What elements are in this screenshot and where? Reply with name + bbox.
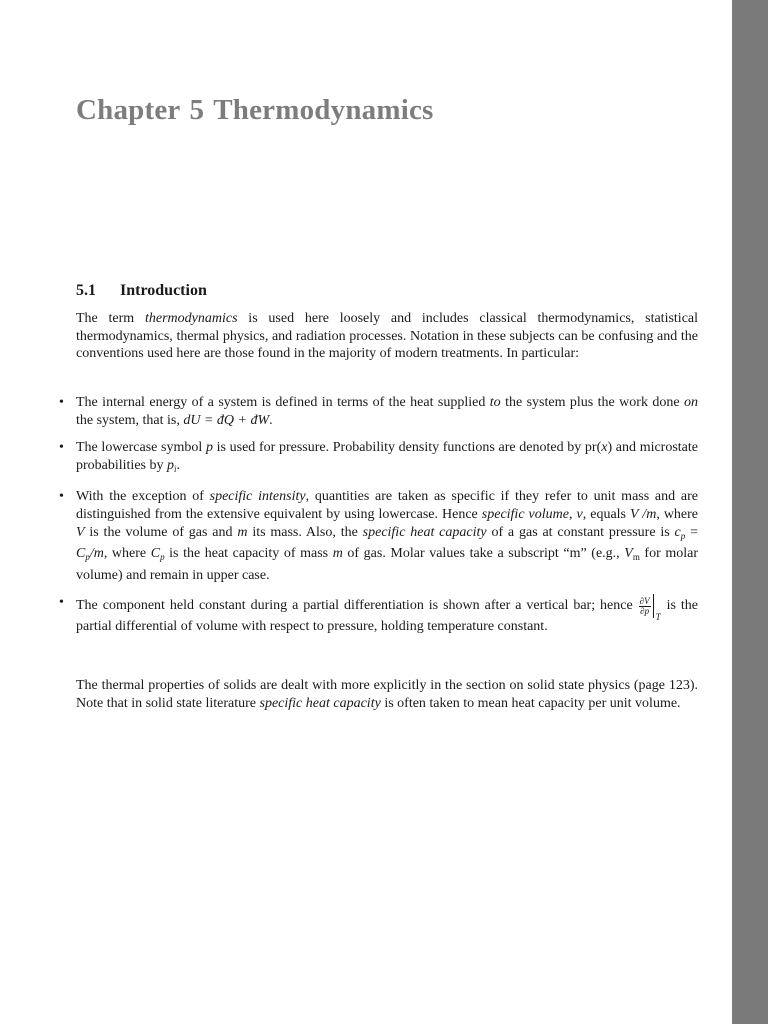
item-text: The lowercase symbol <box>76 440 206 456</box>
closing-paragraph <box>76 677 698 712</box>
math-subscript: p <box>680 530 686 541</box>
item-text: is used for pressure. Probability density functions are denoted by pr( <box>212 440 602 456</box>
evaluation-bar <box>653 594 662 623</box>
item-text: With the exception of <box>76 489 210 505</box>
closing-text: is often taken to mean heat capacity per unit volume. <box>380 695 681 711</box>
closing-emphasis: specific heat capacity <box>259 695 381 711</box>
internal-energy-equation: dU = đQ + đW <box>183 412 270 428</box>
math-symbol: x <box>601 440 608 456</box>
intro-paragraph <box>76 310 698 363</box>
math-symbol: /m <box>89 546 104 562</box>
math-subscript: m <box>632 552 640 563</box>
chapter-number: 5 <box>189 94 205 126</box>
math-symbol: c <box>674 524 681 540</box>
item-text: ) and microstate probabilities by <box>76 440 699 473</box>
section-number: 5.1 <box>76 282 96 299</box>
item-emphasis: specific heat capacity <box>362 524 487 540</box>
math-symbol: C <box>150 546 161 562</box>
chapter-label: Chapter <box>76 94 181 126</box>
item-text: , where <box>103 546 151 562</box>
item-text: is the heat capacity of mass <box>164 546 333 562</box>
math-symbol: v <box>576 506 583 522</box>
item-text: The internal energy of a system is defined in terms of the heat supplied <box>76 395 490 410</box>
math-symbol: V <box>624 546 633 562</box>
bullet-icon: • <box>59 440 64 456</box>
closing-text: The thermal properties of solids are dealt with more explicitly in the section on solid state physics (page 123). Note that in solid state literature <box>76 678 698 711</box>
list-item <box>59 488 699 584</box>
item-text: , quantities are taken as specific if they refer to unit mass and are distinguished from the extensive equivalent by using lowercase. Hence <box>76 489 698 522</box>
math-symbol: C <box>76 546 86 562</box>
math-subscript: i <box>174 463 177 474</box>
partial-derivative-fraction <box>639 597 651 616</box>
item-text: , equals <box>582 506 630 522</box>
item-text: the system plus the work done <box>500 395 684 410</box>
held-constant-subscript: T <box>655 612 661 623</box>
item-emphasis: to <box>489 395 501 410</box>
list-item <box>59 394 698 429</box>
list-item <box>59 439 699 478</box>
math-symbol: V /m <box>630 506 657 522</box>
item-text: the system, that is, <box>76 412 184 428</box>
item-text: of a gas at constant pressure is <box>486 524 675 540</box>
item-text: . <box>176 457 181 473</box>
fraction-numerator: ∂V <box>639 595 650 606</box>
math-subscript: p <box>85 552 90 563</box>
section-title: Introduction <box>120 282 207 299</box>
item-text: its mass. Also, the <box>247 524 363 540</box>
item-text: is the partial differential of volume with respect to pressure, holding temperature constant. <box>76 598 698 635</box>
intro-text: is used here loosely and includes classical thermodynamics, statistical thermodynamics, thermal physics, and radiation processes. Notation in these subjects can be confusing and the conventions used here are those found in the majority of modern treatments. In particular: <box>76 311 699 362</box>
math-symbol: m <box>332 546 343 562</box>
item-text: , <box>568 506 577 522</box>
intro-emphasis: thermodynamics <box>144 311 238 326</box>
item-text: of gas. Molar values take a subscript “m” (e.g., <box>342 546 625 562</box>
math-subscript: p <box>160 552 165 563</box>
item-emphasis: specific volume <box>481 506 569 522</box>
item-emphasis: on <box>684 395 698 410</box>
chapter-name: Thermodynamics <box>213 94 434 126</box>
item-text: = <box>685 524 698 540</box>
section-heading <box>76 282 207 300</box>
bullet-icon: • <box>59 489 64 505</box>
bullet-icon: • <box>59 595 64 611</box>
item-emphasis: specific intensity <box>209 489 306 505</box>
math-symbol: V <box>76 524 85 540</box>
item-text: The component held constant during a partial differentiation is shown after a vertical bar; hence <box>76 598 638 614</box>
side-thumb-tab <box>732 0 768 1024</box>
fraction-denominator: ∂p <box>640 605 650 616</box>
conventions-list <box>59 394 699 646</box>
chapter-title <box>76 94 434 127</box>
list-item <box>59 594 698 636</box>
intro-text: The term <box>76 311 145 326</box>
math-symbol: p <box>205 440 213 456</box>
bullet-icon: • <box>59 395 64 410</box>
math-symbol: m <box>237 524 248 540</box>
math-symbol: p <box>167 457 174 473</box>
item-text: . <box>269 412 273 428</box>
item-text: for molar volume) and remain in upper case. <box>76 546 698 583</box>
item-text: , where <box>656 506 699 522</box>
item-text: is the volume of gas and <box>84 524 238 540</box>
